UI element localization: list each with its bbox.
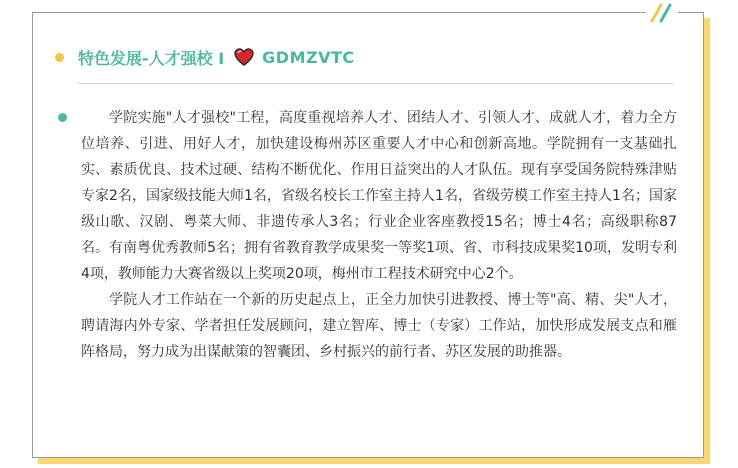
section-header [55, 45, 355, 69]
header-bullet-dot [55, 53, 64, 62]
body-text [81, 105, 677, 365]
header-divider [77, 83, 673, 84]
paragraph-talent-overview: 学院实施"人才强校"工程，高度重视培养人才、团结人才、引领人才、成就人才，着力全方位培养、引进、用好人才，加快建设梅州苏区重要人才中心和创新高地。学院拥有一支基础扎实、素质优良、技术过硬、结构不断优化、作用日益突出的人才队伍。现有享受国务院特殊津贴专家2名，国家级技能大师1名，省级名校长工作室主持人1名，省级劳模工作室主持人1名；国家级山歌、汉剧、粤菜大师、非遗传承人3名；行业企业客座教授15名；博士4名；高级职称87名。有南粤优秀教师5名；拥有省教育教学成果奖一等奖1项、省、市科技成果奖10项，发明专利4项，教师能力大赛省级以上奖项20项，梅州市工程技术研究中心2个。 [81, 110, 677, 282]
section-title: 特色发展-人才强校 I [78, 48, 225, 68]
heart-icon [234, 48, 254, 66]
corner-stripes-decoration [646, 2, 678, 24]
body-bullet-dot [58, 113, 67, 122]
brand-name: GDMZVTC [262, 47, 355, 67]
paragraph-talent-workstation: 学院人才工作站在一个新的历史起点上，正全力加快引进教授、博士等"高、精、尖"人才，聘请海内外专家、学者担任发展顾问，建立智库、博士（专家）工作站，加快形成发展支点和雁阵格局，努力成为出谋献策的智囊团、乡村振兴的前行者、苏区发展的助推器。 [81, 292, 677, 360]
content-card [32, 12, 704, 458]
